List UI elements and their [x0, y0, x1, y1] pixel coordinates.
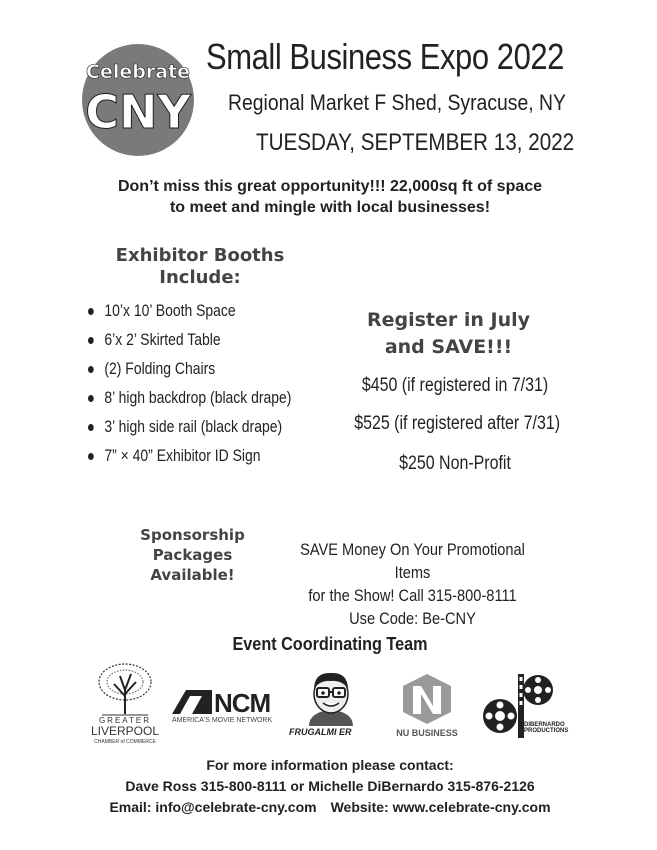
event-date: TUESDAY, SEPTEMBER 13, 2022 — [256, 129, 575, 156]
bullet-icon — [88, 395, 94, 402]
dibernardo-line-1: DIBERNARDO — [524, 722, 565, 728]
booths-heading-line-2: Include: — [159, 267, 241, 288]
booths-heading-line-1: Exhibitor Booths — [115, 245, 285, 266]
list-item — [88, 443, 291, 472]
ncm-tagline-text: AMERICA'S MOVIE NETWORK — [172, 717, 273, 724]
nu-business-logo — [387, 672, 467, 742]
nu-mark-icon — [403, 674, 451, 724]
ncm-mark-icon — [172, 690, 212, 714]
sponsorship-line-3: Available! — [150, 566, 235, 584]
register-heading-line-1: Register in July — [366, 309, 531, 331]
page-title: Small Business Expo 2022 — [206, 36, 564, 77]
liverpool-top-text: GREATER — [98, 716, 152, 725]
list-item — [88, 414, 291, 443]
list-item — [88, 356, 291, 385]
booth-item-text: (2) Folding Chairs — [104, 359, 216, 378]
booth-item-text: 7” × 40” Exhibitor ID Sign — [104, 446, 261, 465]
sponsorship-text — [130, 525, 255, 585]
bullet-icon — [88, 308, 94, 315]
promo-text — [290, 538, 535, 630]
logo-bottom-text: CNY — [85, 85, 191, 139]
frugalmixer-logo — [289, 668, 367, 740]
register-heading-line-2: and SAVE!!! — [384, 336, 513, 358]
price-late: $525 (if registered after 7/31) — [354, 413, 561, 434]
contact-email-website — [90, 799, 570, 815]
bullet-icon — [88, 366, 94, 373]
liverpool-chamber-logo — [84, 662, 166, 748]
list-item — [88, 327, 291, 356]
list-item — [88, 385, 291, 414]
intro-text — [90, 176, 570, 218]
ncm-name-text: NCM — [214, 688, 271, 718]
dibernardo-line-2: PRODUCTIONS — [524, 728, 569, 734]
bullet-icon — [88, 453, 94, 460]
price-nonprofit: $250 Non-Profit — [399, 453, 511, 474]
tree-icon — [94, 662, 156, 718]
booth-item-text: 8’ high backdrop (black drape) — [104, 388, 292, 407]
contact-website: Website: www.celebrate-cny.com — [330, 799, 551, 815]
ncm-logo — [170, 688, 288, 728]
logo-top-text: Celebrate — [86, 61, 190, 83]
bullet-icon — [88, 337, 94, 344]
nu-business-name-text: NU BUSINESS — [396, 728, 458, 738]
register-heading — [356, 307, 541, 361]
booth-item-text: 3’ high side rail (black drape) — [104, 417, 283, 436]
venue-text: Regional Market F Shed, Syracuse, NY — [228, 90, 566, 115]
intro-line-1: Don’t miss this great opportunity!!! 22,000sq ft of space — [117, 178, 543, 195]
booth-features-list — [88, 298, 336, 472]
liverpool-sub-text: CHAMBER of COMMERCE — [94, 739, 156, 745]
cartoon-face-icon — [295, 668, 367, 728]
intro-line-2: to meet and mingle with local businesses! — [169, 199, 491, 216]
promo-line-2: for the Show! Call 315-800-8111 — [308, 586, 517, 605]
bullet-icon — [88, 424, 94, 431]
sponsorship-line-1: Sponsorship — [140, 526, 245, 544]
contact-heading: For more information please contact: — [206, 757, 454, 773]
liverpool-name-text: LIVERPOOL — [90, 724, 160, 738]
price-early: $450 (if registered in 7/31) — [361, 375, 549, 396]
contact-email: Email: info@celebrate-cny.com — [109, 799, 317, 815]
promo-line-1: SAVE Money On Your Promotional Items — [300, 540, 525, 582]
list-item — [88, 298, 291, 327]
contact-phones: Dave Ross 315-800-8111 or Michelle DiBernardo 315-876-2126 — [125, 778, 535, 794]
sponsorship-line-2: Packages — [152, 546, 233, 564]
dibernardo-productions-logo — [480, 670, 569, 740]
promo-line-3: Use Code: Be-CNY — [349, 609, 476, 628]
celebrate-cny-logo — [78, 40, 198, 160]
frugalmixer-name-text: FRUGALMI ER — [289, 727, 352, 737]
booths-heading — [110, 245, 290, 289]
booth-item-text: 10’x 10’ Booth Space — [104, 301, 236, 320]
booth-item-text: 6’x 2’ Skirted Table — [104, 330, 221, 349]
dibernardo-name-text — [524, 722, 568, 734]
team-heading: Event Coordinating Team — [232, 634, 428, 654]
